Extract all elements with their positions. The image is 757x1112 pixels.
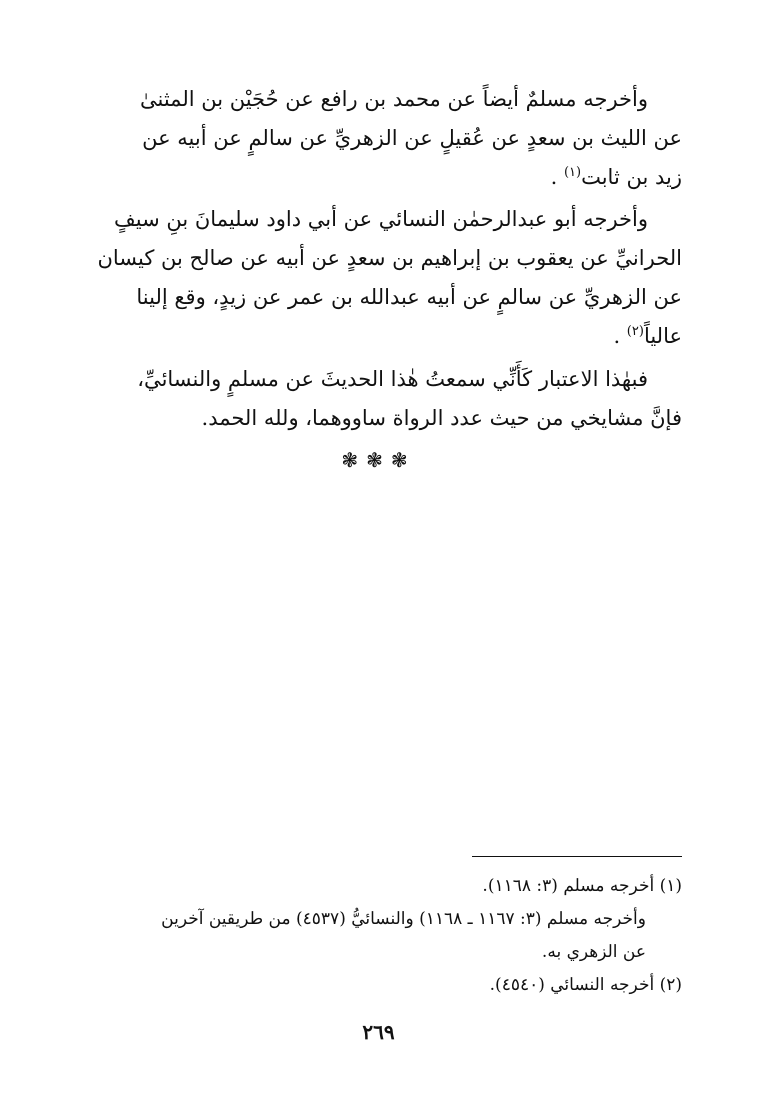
paragraph-2 [70,200,682,356]
footnotes [70,870,682,1002]
section-ornament-icon: ❃❃❃ [341,448,416,472]
paragraph-3-line-1: فبهٰذا الاعتبار كَأَنِّي سمعتُ هٰذا الحديثَ عن مسلمٍ والنسائيِّ، [137,367,648,391]
footnote-2: (٢) أخرجه النسائي (٤٥٤٠). [489,975,682,995]
paragraph-3-line-2: فإنَّ مشايخي من حيث عدد الرواة ساووهما، ولله الحمد. [201,406,682,430]
footnote-ref-1: (١) [563,165,582,180]
paragraph-1-line-1: وأخرجه مسلمٌ أيضاً عن محمد بن رافع عن حُجَيْن بن المثنىٰ [140,87,648,111]
page-number: ٢٦٩ [362,1020,395,1044]
paragraph-2-line-1: وأخرجه أبو عبدالرحمٰن النسائي عن أبي داود سليمانَ بنِ سيفٍ [114,207,648,231]
paragraph-2-line-2: الحرانيِّ عن يعقوب بن إبراهيم بن سعدٍ عن أبيه عن صالح بن كيسان [97,246,682,270]
paragraph-1 [70,80,682,197]
paragraph-2-line-4: عالياً$^{(٢)}$ . [613,324,682,348]
paragraph-1-line-2: عن الليث بن سعدٍ عن عُقيلٍ عن الزهريِّ عن سالمٍ عن أبيه عن [142,126,682,150]
footnote-1-continuation-end: عن الزهري به. [541,942,646,962]
paragraph-3 [70,360,682,438]
paragraph-1-line-3-text: زيد بن ثابت [581,165,682,189]
paragraph-2-line-4-text: عالياً [643,324,682,348]
footnote-divider [472,856,682,857]
footnote-1: (١) أخرجه مسلم (٣: ١١٦٨). [482,876,682,896]
footnote-ref-2: (٢) [626,324,644,339]
paragraph-1-line-3: زيد بن ثابت$^{(١)}$ . [550,165,682,189]
paragraph-2-line-3: عن الزهريِّ عن سالمٍ عن أبيه عبدالله بن عمر عن زيدٍ، وقع إلينا [136,285,682,309]
footnote-1-continuation: وأخرجه مسلم (٣: ١١٦٧ ـ ١١٦٨) والنسائيُّ (٤٥٣٧) من طريقين آخرين [161,909,646,929]
